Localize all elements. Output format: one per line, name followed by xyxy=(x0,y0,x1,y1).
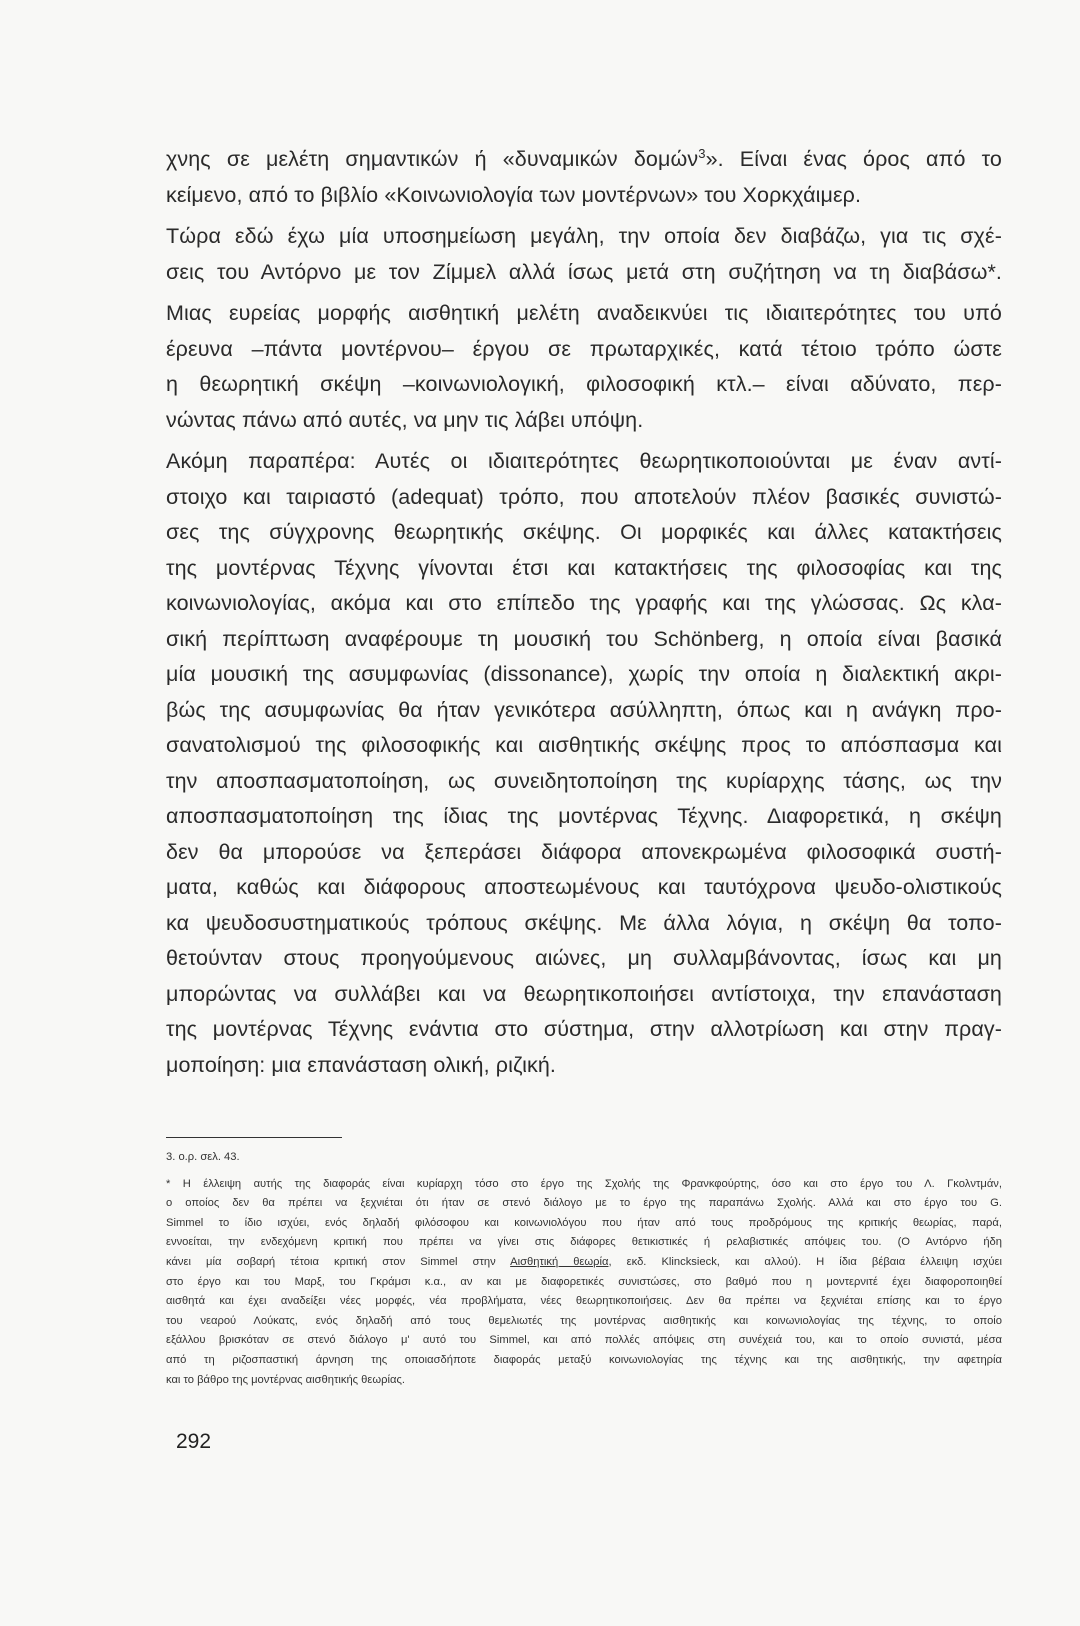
footnote-star-line: ο οποίος δεν θα πρέπει να ξεχνιέται ότι ήταν σε στενό διάλογο με το έργο της παραπάνω Σχολής. Αλλά και στο έργο του G. xyxy=(166,1197,1002,1210)
text-line: Μιας ευρείας μορφής αισθητική μελέτη αναδεικνύει τις ιδιαιτερότητες του υπό xyxy=(166,301,1002,325)
book-title-underlined: Αισθητική θεωρία xyxy=(510,1255,609,1268)
text-line: χνης σε μελέτη σημαντικών ή «δυναμικών δομών$^3$». Είναι ένας όρος από το xyxy=(166,146,1002,171)
text-line: Ακόμη παραπέρα: Αυτές οι ιδιαιτερότητες θεωρητικοποιούνται με έναν αντί- xyxy=(166,449,1002,473)
text-line: της μοντέρνας Τέχνης γίνονται έτσι και κατακτήσεις της φιλοσοφίας και της xyxy=(166,555,1002,580)
main-text xyxy=(166,142,1002,1083)
footnotes xyxy=(166,1148,1002,1390)
footnote-star-line: του νεαρού Λούκατς, ενός δηλαδή από τους θεμελιωτές της μοντέρνας αισθητικής και κοινωνιολογίας της τέχνης, το οποίο xyxy=(166,1314,1002,1327)
text-line: αποσπασματοποίηση της ίδιας της μοντέρνας Τέχνης. Διαφορετικά, η σκέψη xyxy=(166,804,1002,828)
footnote-star-line: αισθητά και έχει αναδείξει νέες μορφές, νέα προβλήματα, νέες θεωρητικοποιήσεις. Δεν θα πρέπει να ξεχνιέται επίσης και το έργο xyxy=(166,1295,1002,1308)
text-line: σες της σύγχρονης θεωρητικής σκέψης. Οι μορφικές και άλλες κατακτήσεις xyxy=(166,520,1002,544)
text-line: της μοντέρνας Τέχνης ενάντια στο σύστημα, στην αλλοτρίωση και στην πραγ- xyxy=(166,1017,1002,1041)
text-line: βώς της ασυμφωνίας θα ήταν γενικότερα ασύλληπτη, όπως και η ανάγκη προ- xyxy=(166,697,1002,722)
text-line: ματα, καθώς και διάφορους αποστεωμένους και ταυτόχρονα ψευδο-ολιστικούς xyxy=(166,875,1002,899)
footnote-star-line: εννοείται, την ενδεχόμενη κριτική που πρέπει να γίνει στις διάφορες θετικιστικές ή ρελαβιστικές απόψεις του. (Ο Αντόρνο ήδη xyxy=(166,1236,1002,1249)
footnote-star-line: Simmel το ίδιο ισχύει, ενός δηλαδή φιλόσοφου και κοινωνιολόγου που ήταν από τους προδρόμους της κριτικής θεωρίας, παρά, xyxy=(166,1216,1002,1229)
text-line: έρευνα –πάντα μοντέρνου– έργου σε πρωταρχικές, κατά τέτοιο τρόπο ώστε xyxy=(166,336,1002,361)
text-line: μπορώντας να συλλάβει και να θεωρητικοποιήσει αντίστοιχα, την επανάσταση xyxy=(166,981,1002,1006)
text-line: κα ψευδοσυστηματικούς τρόπους σκέψης. Με άλλα λόγια, η σκέψη θα τοπο- xyxy=(166,910,1002,935)
text-line: νώντας πάνω από αυτές, να μην τις λάβει υπόψη. xyxy=(166,407,644,432)
text-line: μοποίηση: μια επανάσταση ολική, ριζική. xyxy=(166,1052,556,1077)
text-line: σεις του Αντόρνο με τον Ζίμμελ αλλά ίσως μετά στη συζήτηση να τη διαβάσω*. xyxy=(166,259,1002,284)
footnote-star-line: και το βάθρο της μοντέρνας αισθητικής θεωρίας. xyxy=(166,1373,405,1386)
footnote-ref-3[interactable]: 3 xyxy=(698,146,706,161)
footnote-star-line: από τη ριζοσπαστική άρνηση της οποιασδήποτε διαφοράς μεταξύ κοινωνιολογίας της τέχνης και της αισθητικής, την αφετηρία xyxy=(166,1353,1002,1366)
footnote-star-line: στο έργο και του Μαρξ, του Γκράμσι κ.α., αν και με διαφορετικές συνιστώσες, στο βαθμό που η μοντερνιτέ έχει διαφοροποιηθεί xyxy=(166,1275,1002,1288)
footnote-separator xyxy=(166,1137,342,1138)
text-line: σανατολισμού της φιλοσοφικής και αισθητικής σκέψης προς το απόσπασμα και xyxy=(166,733,1002,757)
text-line: την αποσπασματοποίηση, ως συνειδητοποίηση της κυρίαρχης τάσης, ως την xyxy=(166,768,1002,793)
footnote-star-line: κάνει μία σοβαρή τέτοια κριτική στον Simmel στην Αισθητική θεωρία, εκδ. Klincksieck, και αλλού). Η ίδια βέβαια έλλειψη ισχύει xyxy=(166,1255,1002,1268)
text-line: κείμενο, από το βιβλίο «Κοινωνιολογία των μοντέρνων» του Χορκχάιμερ. xyxy=(166,182,862,207)
text-line: δεν θα μπορούσε να ξεπεράσει διάφορα απονεκρωμένα φιλοσοφικά συστή- xyxy=(166,839,1002,864)
text-line: μία μουσική της ασυμφωνίας (dissonance), χωρίς την οποία η διαλεκτική ακρι- xyxy=(166,662,1002,686)
page-number: 292 xyxy=(176,1430,212,1453)
text-line: Τώρα εδώ έχω μία υποσημείωση μεγάλη, την οποία δεν διαβάζω, για τις σχέ- xyxy=(166,224,1002,248)
footnote-star-line: εξάλλου βρισκόταν σε στενό διάλογο μ' αυτό του Simmel, και από πολλές απόψεις στη συνέχειά του, και το οποίο συνιστά, μέσα xyxy=(166,1334,1002,1347)
text-line: η θεωρητική σκέψη –κοινωνιολογική, φιλοσοφική κτλ.– είναι αδύνατο, περ- xyxy=(166,372,1002,396)
text-line: κοινωνιολογίας, ακόμα και στο επίπεδο της γραφής και της γλώσσας. Ως κλα- xyxy=(166,591,1002,615)
text-line: σική περίπτωση αναφέρουμε τη μουσική του Schönberg, η οποία είναι βασικά xyxy=(166,626,1002,651)
footnote-star-line: * Η έλλειψη αυτής της διαφοράς είναι κυρίαρχη τόσο στο έργο της Σχολής της Φρανκφούρτης, όσο και στο έργο του Λ. Γκολντμάν, xyxy=(166,1177,1002,1190)
text-line: θετούνταν στους προηγούμενους αιώνες, μη συλλαμβάνοντας, ίσως και μη xyxy=(166,946,1002,970)
text-line: στοιχο και ταιριαστό (adequat) τρόπο, που αποτελούν πλέον βασικές συνιστώ- xyxy=(166,484,1002,509)
footnote-3: 3. ο.ρ. σελ. 43. xyxy=(166,1151,240,1163)
